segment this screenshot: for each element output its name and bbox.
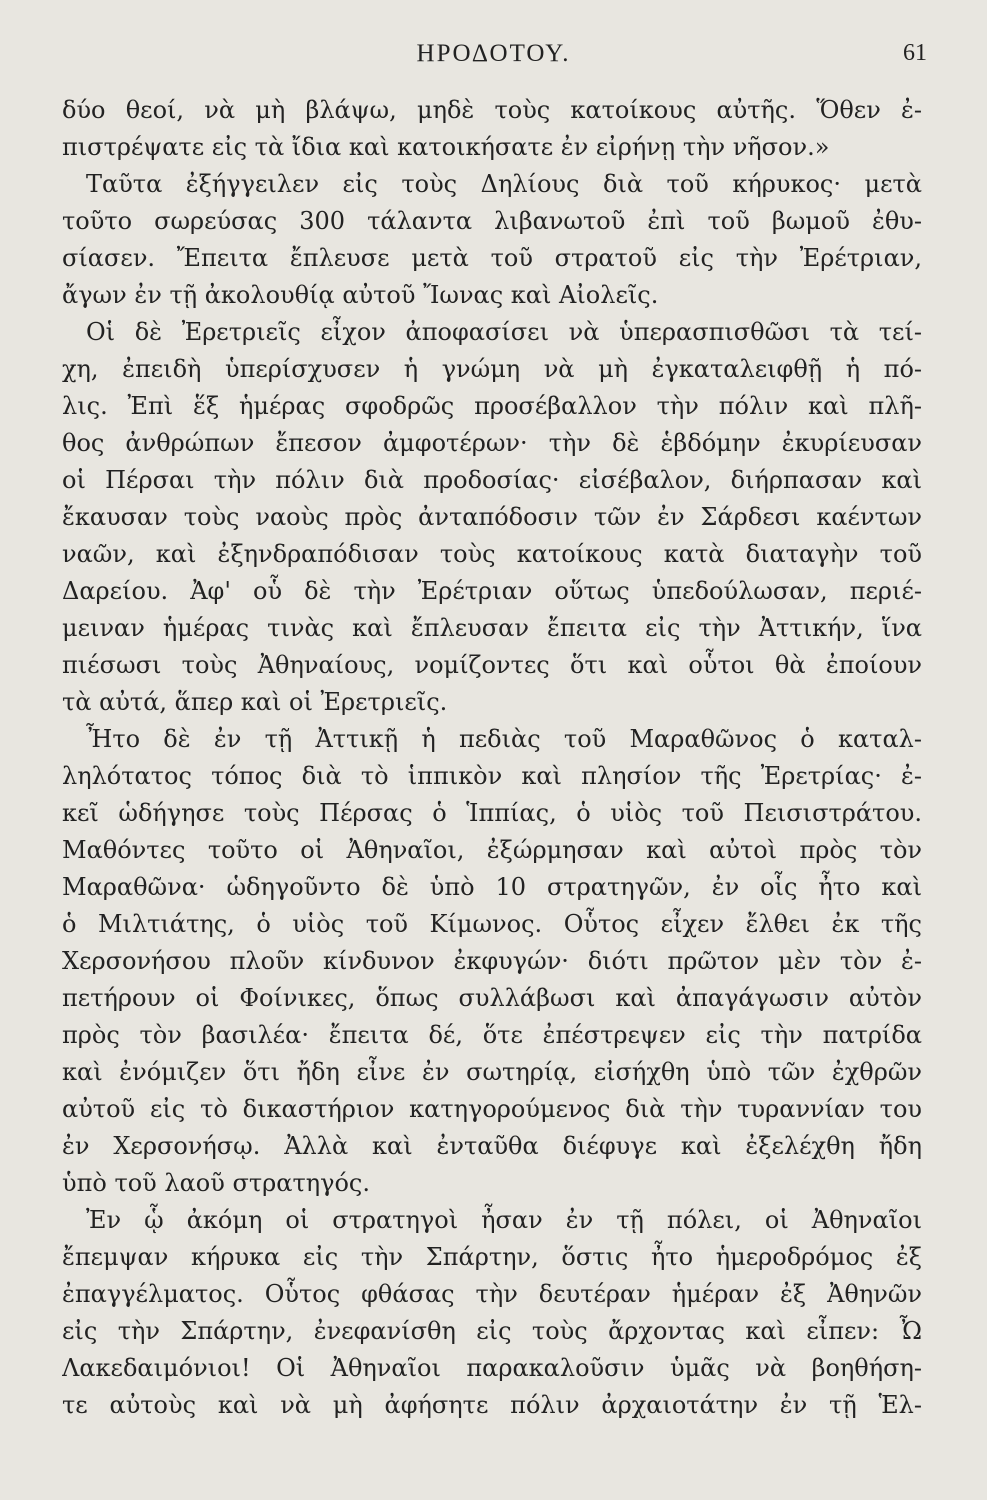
text-line: καὶ ἐνόμιζεν ὅτι ἤδη εἶνε ἐν σωτηρίᾳ, εἰσήχθη ὑπὸ τῶν ἐχθρῶν [62,1058,922,1086]
text-line: μειναν ἡμέρας τινὰς καὶ ἔπλευσαν ἔπειτα εἰς τὴν Ἀττικήν, ἵνα [62,614,922,642]
text-line: εἰς τὴν Σπάρτην, ἐνεφανίσθη εἰς τοὺς ἄρχοντας καὶ εἶπεν: Ὦ [62,1317,922,1345]
body-text [62,92,922,1424]
text-line: ὑπὸ τοῦ λαοῦ στρατηγός. [62,1169,370,1197]
text-line: σίασεν. Ἔπειτα ἔπλευσε μετὰ τοῦ στρατοῦ εἰς τὴν Ἐρέτριαν, [62,244,922,272]
text-line: πετήρουν οἱ Φοίνικες, ὅπως συλλάβωσι καὶ ἀπαγάγωσιν αὐτὸν [62,984,922,1012]
text-line: δύο θεοί, νὰ μὴ βλάψω, μηδὲ τοὺς κατοίκους αὐτῆς. Ὅθεν ἐ- [62,96,922,124]
text-line: ὁ Μιλτιάτης, ὁ υἱὸς τοῦ Κίμωνος. Οὗτος εἶχεν ἔλθει ἐκ τῆς [62,910,922,938]
text-line: ναῶν, καὶ ἐξηνδραπόδισαν τοὺς κατοίκους κατὰ διαταγὴν τοῦ [62,540,922,568]
text-line: Λακεδαιμόνιοι! Οἱ Ἀθηναῖοι παρακαλοῦσιν ὑμᾶς νὰ βοηθήση- [62,1354,922,1382]
text-line: Ταῦτα ἐξήγγειλεν εἰς τοὺς Δηλίους διὰ τοῦ κήρυκος· μετὰ [86,170,922,198]
text-line: κεῖ ὡδήγησε τοὺς Πέρσας ὁ Ἱππίας, ὁ υἱὸς τοῦ Πεισιστράτου. [62,799,922,827]
text-line: ἐπαγγέλματος. Οὗτος φθάσας τὴν δευτέραν ἡμέραν ἐξ Ἀθηνῶν [62,1280,922,1308]
text-line: οἱ Πέρσαι τὴν πόλιν διὰ προδοσίας· εἰσέβαλον, διήρπασαν καὶ [62,466,922,494]
text-line: χη, ἐπειδὴ ὑπερίσχυσεν ἡ γνώμη νὰ μὴ ἐγκαταλειφθῇ ἡ πό- [62,355,922,383]
text-line: λις. Ἐπὶ ἕξ ἡμέρας σφοδρῶς προσέβαλλον τὴν πόλιν καὶ πλῆ- [62,392,922,420]
text-line: πιστρέψατε εἰς τὰ ἴδια καὶ κατοικήσατε ἐν εἰρήνῃ τὴν νῆσον.» [62,133,830,161]
text-line: τὰ αὐτά, ἅπερ καὶ οἱ Ἐρετριεῖς. [62,688,448,716]
text-line: Οἱ δὲ Ἐρετριεῖς εἶχον ἀποφασίσει νὰ ὑπερασπισθῶσι τὰ τεί- [86,318,922,346]
text-line: πρὸς τὸν βασιλέα· ἔπειτα δέ, ὅτε ἐπέστρεψεν εἰς τὴν πατρίδα [62,1021,922,1049]
text-line: Μαραθῶνα· ὡδηγοῦντο δὲ ὑπὸ 10 στρατηγῶν, ἐν οἷς ἦτο καὶ [62,873,922,901]
text-line: πιέσωσι τοὺς Ἀθηναίους, νομίζοντες ὅτι καὶ οὗτοι θὰ ἐποίουν [62,651,922,679]
text-line: Ἦτο δὲ ἐν τῇ Ἀττικῇ ἡ πεδιὰς τοῦ Μαραθῶνος ὁ καταλ- [86,725,922,753]
text-line: ἔκαυσαν τοὺς ναοὺς πρὸς ἀνταπόδοσιν τῶν ἐν Σάρδεσι καέντων [62,503,922,531]
text-line: τε αὐτοὺς καὶ νὰ μὴ ἀφήσητε πόλιν ἀρχαιοτάτην ἐν τῇ Ἑλ- [62,1391,922,1419]
text-line: ἄγων ἐν τῇ ἀκολουθίᾳ αὐτοῦ Ἴωνας καὶ Αἰολεῖς. [62,281,659,309]
running-title: ΗΡΟΔΟΤΟΥ. [416,40,571,67]
page-number: 61 [903,40,927,66]
text-line: ἔπεμψαν κήρυκα εἰς τὴν Σπάρτην, ὅστις ἦτο ἡμεροδρόμος ἐξ [62,1243,922,1271]
text-line: Μαθόντες τοῦτο οἱ Ἀθηναῖοι, ἐξώρμησαν καὶ αὐτοὶ πρὸς τὸν [62,836,922,864]
text-line: τοῦτο σωρεύσας 300 τάλαντα λιβανωτοῦ ἐπὶ τοῦ βωμοῦ ἐθυ- [62,207,922,235]
text-line: θος ἀνθρώπων ἔπεσον ἀμφοτέρων· τὴν δὲ ἑβδόμην ἐκυρίευσαν [62,429,922,457]
running-header [0,40,987,80]
text-line: ληλότατος τόπος διὰ τὸ ἱππικὸν καὶ πλησίον τῆς Ἐρετρίας· ἐ- [62,762,922,790]
text-line: Δαρείου. Ἀφ' οὗ δὲ τὴν Ἐρέτριαν οὕτως ὑπεδούλωσαν, περιέ- [62,577,922,605]
text-line: Ἐν ᾧ ἀκόμη οἱ στρατηγοὶ ἦσαν ἐν τῇ πόλει, οἱ Ἀθηναῖοι [86,1206,922,1234]
text-line: Χερσονήσου πλοῦν κίνδυνον ἐκφυγών· διότι πρῶτον μὲν τὸν ἐ- [62,947,922,975]
text-line: ἐν Χερσονήσῳ. Ἀλλὰ καὶ ἐνταῦθα διέφυγε καὶ ἐξελέχθη ἤδη [62,1132,922,1160]
text-line: αὐτοῦ εἰς τὸ δικαστήριον κατηγορούμενος διὰ τὴν τυραννίαν του [62,1095,922,1123]
